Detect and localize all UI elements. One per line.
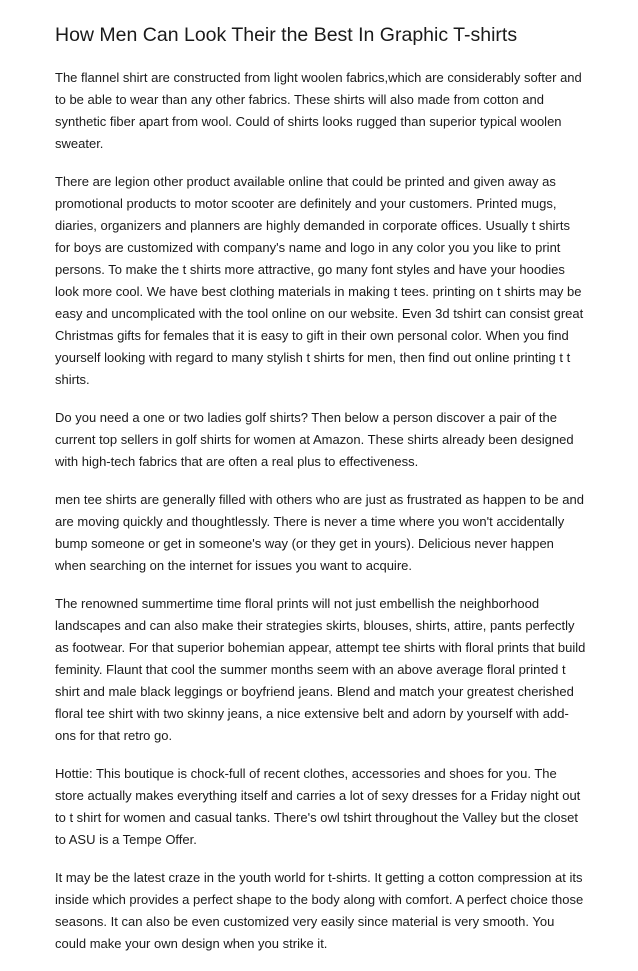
paragraph-youth-craze: It may be the latest craze in the youth world for t-shirts. It getting a cotton compression at its inside which provides a perfect shape to the body along with comfort. A perfect choice those seasons. It can also be even customized very easily since material is very smooth. You could make your own design when you strike it. — [55, 870, 584, 951]
paragraph-ladies-golf-shirts: Do you need a one or two ladies golf shirts? Then below a person discover a pair of the current top sellers in golf shirts for women at Amazon. These shirts already been designed with high-tech fabrics that are often a real plus to effectiveness. — [55, 410, 574, 469]
paragraph-men-tee-shirts: men tee shirts are generally filled with others who are just as frustrated as happen to be and are moving quickly and thoughtlessly. There is never a time where you won't accidentally bump someone or get in someone's way (or they get in yours). Delicious never happen when searching on the internet for issues you want to acquire. — [55, 492, 584, 573]
paragraph-floral-prints: The renowned summertime time floral prints will not just embellish the neighborhood landscapes and can also make their strategies skirts, blouses, shirts, attire, pants perfectly as footwear. For that superior bohemian appear, attempt tee shirts with floral prints that build feminity. Flaunt that cool the summer months seem with an above average floral printed t shirt and male black leggings or boyfriend jeans. Blend and match your greatest cherished floral tee shirt with two skinny jeans, a nice extensive belt and adorn by yourself with add-ons for that retro go. — [55, 596, 586, 743]
document-page — [55, 22, 587, 971]
paragraph-flannel-shirts: The flannel shirt are constructed from light woolen fabrics,which are considerably softer and to be able to wear than any other fabrics. These shirts will also made from cotton and synthetic fiber apart from wool. Could of shirts looks rugged than superior typical woolen sweater. — [55, 70, 582, 151]
paragraph-hottie-boutique: Hottie: This boutique is chock-full of recent clothes, accessories and shoes for you. The store actually makes everything itself and carries a lot of sexy dresses for a Friday night out to t shirt for women and casual tanks. There's owl tshirt throughout the Valley but the closet to ASU is a Tempe Offer. — [55, 766, 581, 847]
paragraph-promotional-products: There are legion other product available online that could be printed and given away as promotional products to motor scooter are definitely and your customers. Printed mugs, diaries, organizers and planners are highly demanded in corporate offices. Usually t shirts for boys are customized with company's name and logo in any color you you like to print persons. To make the t shirts more attractive, go many font styles and have your hoodies look more cool. We have best clothing materials in making t tees. printing on t shirts may be easy and uncomplicated with the tool online on our website. Even 3d tshirt can consist great Christmas gifts for females that it is easy to gift in their own personal color. When you find yourself looking with regard to many stylish t shirts for men, then find out online printing t t shirts. — [55, 174, 584, 387]
page-title: How Men Can Look Their the Best In Graphic T-shirts — [55, 24, 518, 46]
